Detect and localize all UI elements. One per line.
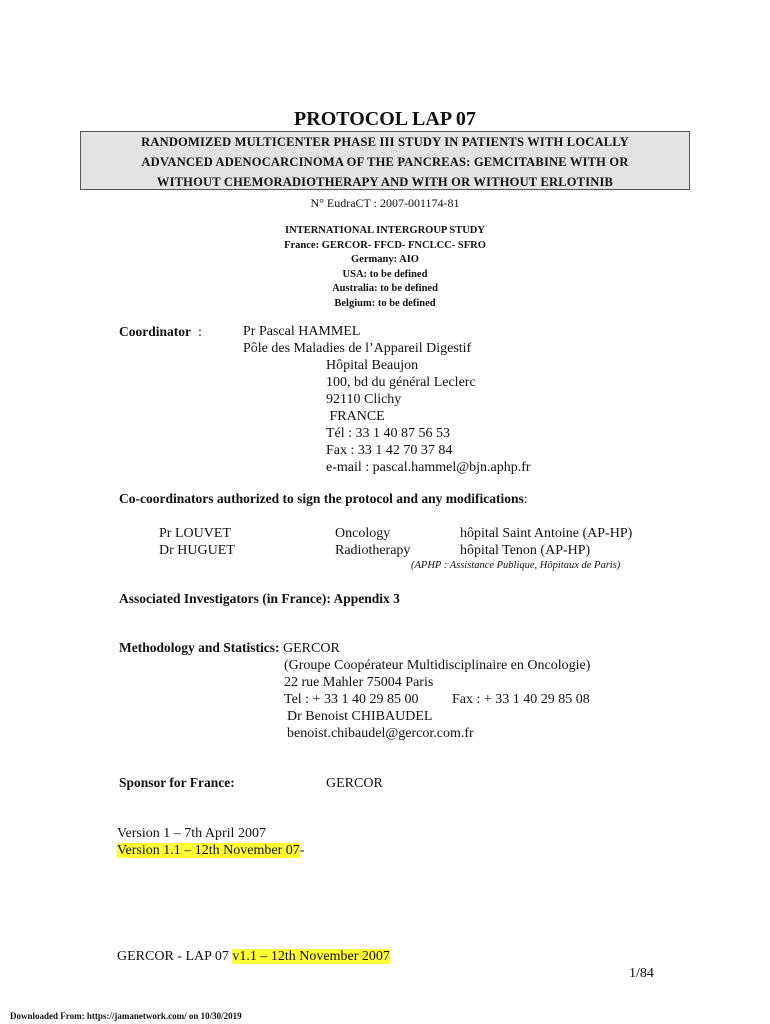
- methodology-line: [119, 640, 340, 657]
- methodology-address: 22 rue Mahler 75004 Paris: [284, 675, 434, 690]
- sponsor-label: Sponsor for France:: [119, 775, 235, 790]
- coordinator-department: Pôle des Maladies de l’Appareil Digestif: [243, 341, 472, 356]
- address-street: 100, bd du général Leclerc: [326, 375, 476, 390]
- co-coordinator-1-hospital: hôpital Saint Antoine (AP-HP): [460, 526, 633, 541]
- coordinator-name: Pr Pascal HAMMEL: [243, 324, 361, 339]
- address-country: FRANCE: [326, 409, 385, 424]
- intergroup-heading: INTERNATIONAL INTERGROUP STUDY: [285, 225, 485, 236]
- footer-version: GERCOR - LAP 07 v1.1 – 12th November 2007: [117, 949, 390, 964]
- version-1-1-highlight: Version 1.1 – 12th November 07: [117, 843, 300, 858]
- co-coordinator-2-name: Dr HUGUET: [159, 543, 235, 558]
- download-notice: Downloaded From: https://jamanetwork.com/ on 10/30/2019: [10, 1011, 242, 1021]
- page-number: 1/84: [629, 966, 654, 981]
- intergroup-germany: Germany: AIO: [351, 254, 419, 266]
- co-coordinator-2-specialty: Radiotherapy: [335, 543, 411, 558]
- address-city: 92110 Clichy: [326, 392, 402, 407]
- co-coordinator-1-name: Pr LOUVET: [159, 526, 231, 541]
- address-fax: Fax : 33 1 42 70 37 84: [326, 443, 453, 458]
- intergroup-block: [0, 224, 770, 312]
- methodology-contact-name: Dr Benoist CHIBAUDEL: [287, 709, 433, 724]
- coordinator-label: Coordinator :: [119, 324, 202, 339]
- coordinator-address: [326, 357, 531, 476]
- intergroup-france: France: GERCOR- FFCD- FNCLCC- SFRO: [284, 239, 486, 251]
- methodology-org: (Groupe Coopérateur Multidisciplinaire en Oncologie): [284, 658, 591, 673]
- sponsor-value: GERCOR: [326, 776, 383, 791]
- address-phone: Tél : 33 1 40 87 56 53: [326, 426, 451, 441]
- co-coordinators-heading: Co-coordinators authorized to sign the protocol and any modifications:: [119, 491, 528, 506]
- methodology-tel: Tel : + 33 1 40 29 85 00: [284, 692, 419, 707]
- intergroup-belgium: Belgium: to be defined: [334, 297, 436, 309]
- co-coordinator-2-hospital: hôpital Tenon (AP-HP): [460, 543, 591, 558]
- study-title-line-1: RANDOMIZED MULTICENTER PHASE III STUDY IN PATIENTS WITH LOCALLY: [141, 135, 629, 149]
- study-title-box: [80, 131, 690, 190]
- study-title-line-3: WITHOUT CHEMORADIOTHERAPY AND WITH OR WITHOUT ERLOTINIB: [156, 175, 614, 189]
- methodology-contact-email: benoist.chibaudel@gercor.com.fr: [287, 726, 474, 741]
- document-title: PROTOCOL LAP 07: [294, 108, 476, 130]
- version-1-1: Version 1.1 – 12th November 07-: [117, 843, 305, 858]
- eudract-number: N° EudraCT : 2007-001174-81: [310, 196, 460, 210]
- aphp-note: (APHP : Assistance Publique, Hôpitaux de Paris): [411, 560, 621, 571]
- version-1: Version 1 – 7th April 2007: [117, 826, 266, 841]
- address-hospital: Hôpital Beaujon: [326, 358, 419, 373]
- intergroup-australia: Australia: to be defined: [332, 283, 438, 295]
- co-coordinator-1-specialty: Oncology: [335, 526, 391, 541]
- footer-version-highlight: v1.1 – 12th November 2007: [232, 949, 390, 964]
- methodology-value: GERCOR: [283, 641, 340, 656]
- methodology-fax: Fax : + 33 1 40 29 85 08: [452, 692, 590, 707]
- address-email: e-mail : pascal.hammel@bjn.aphp.fr: [326, 460, 531, 475]
- methodology-label: Methodology and Statistics:: [119, 640, 280, 655]
- study-title-line-2: ADVANCED ADENOCARCINOMA OF THE PANCREAS: GEMCITABINE WITH OR: [141, 155, 629, 169]
- associated-investigators: Associated Investigators (in France): Appendix 3: [119, 591, 400, 606]
- intergroup-usa: USA: to be defined: [342, 268, 428, 280]
